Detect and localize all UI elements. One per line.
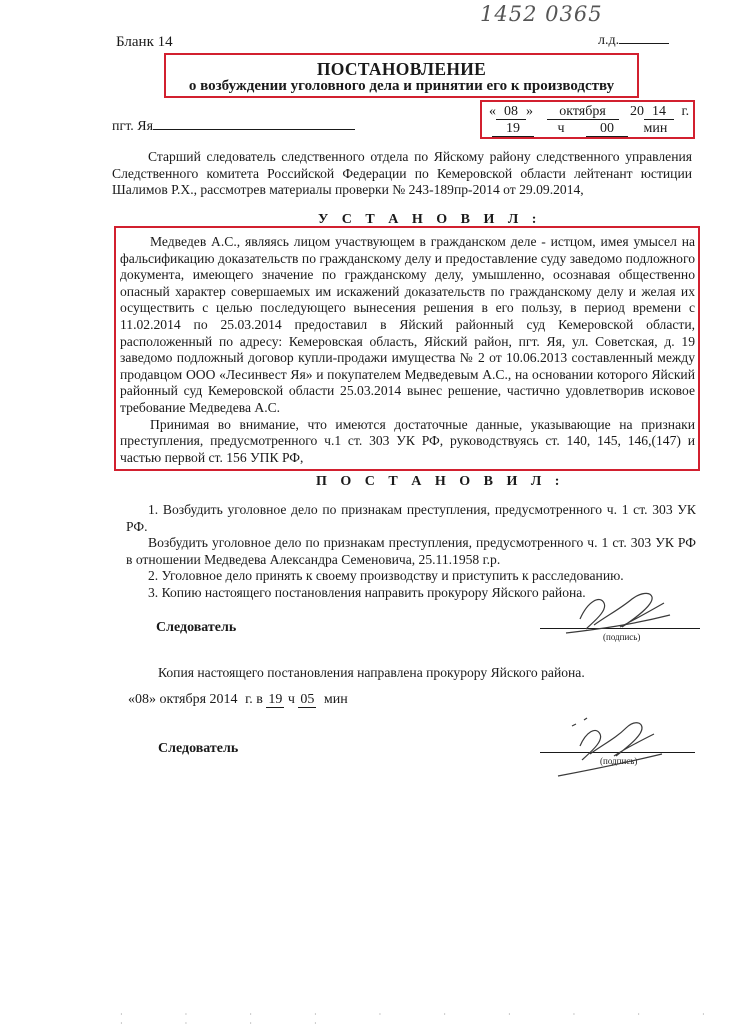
copy-date-year-unit: г. в [245, 692, 263, 707]
resolved-heading: П О С Т А Н О В И Л : [316, 474, 565, 489]
handwritten-signature-2 [550, 712, 670, 782]
established-heading: У С Т А Н О В И Л : [318, 212, 542, 227]
place-field [112, 116, 355, 135]
case-sheet-field [598, 29, 669, 49]
time-hour: 19 [492, 122, 534, 137]
document-subtitle: о возбуждении уголовного дела и принятии его к производству [188, 78, 615, 94]
time-minute-unit: мин [643, 121, 668, 136]
date-year-suffix: 14 [644, 105, 674, 120]
signature-caption-2: (подпись) [600, 756, 638, 766]
document-title: ПОСТАНОВЛЕНИЕ [316, 59, 487, 79]
copy-date-day: «08» [128, 692, 156, 707]
resolution-item-1-added: Возбудить уголовное дело по признакам преступления, предусмотренного ч. 1 ст. 303 УК РФ в отношении Медведева Александра Семеновича, 25.11.1958 г.р. [126, 535, 696, 567]
date-day-close: » [526, 104, 533, 119]
intro-paragraph: Старший следователь следственного отдела по Яйскому району следственного управления Следственного комитета Российской Федерации по Кемеровской области лейтенант юстиции Шалимов Р.Х., рассмотрев материалы проверки № 243-189пр-2014 от 29.09.2014, [112, 149, 692, 198]
date-line [489, 104, 689, 120]
established-paragraph-1: Медведев А.С., являясь лицом участвующем в гражданском деле - истцом, имея умысел на фальсификацию доказательств по гражданскому делу и предоставление суду заведомо подложного документа, имеющего значение по гражданскому делу, умышленно, осознавая общественно опасный характер совершаемых им искажений доказательств по гражданскому делу и желая их осуществить с целью последующего вынесения решения в его пользу, в период времени с 11.02.2014 по 25.03.2014 предоставил в Яйский районный суд Кемеровской области, расположенный по адресу: Кемеровская область, Яйский район, пгт. Яя, ул. Советская, д. 19 заведомо подложный договор купли-продажи имущества № 2 от 10.06.2013 составленный между продавцом ООО «Лесинвест Яя» и покупателем Медведевым А.С., на основании которого Яйский районный суд Кемеровской области 25.03.2014 вынес решение, частично удовлетворив исковое требование Медведева А.С. [120, 234, 695, 415]
date-day: 08 [496, 105, 526, 120]
time-line [492, 121, 667, 137]
time-hour-unit: ч [557, 121, 565, 136]
resolution-item-2: 2. Уголовное дело принять к своему производству и приступить к расследованию. [148, 568, 624, 583]
place-name: пгт. Яя [112, 119, 154, 134]
signature-caption-1: (подпись) [603, 632, 641, 642]
time-minute: 00 [586, 122, 628, 137]
place-blank [153, 116, 355, 130]
date-year-prefix: 20 [630, 104, 644, 119]
copy-date-hour-unit: ч [287, 692, 295, 707]
resolution-item-1: 1. Возбудить уголовное дело по признакам преступления, предусмотренного ч. 1 ст. 303 УК РФ. [126, 502, 696, 534]
date-month: октября [547, 105, 619, 120]
resolution-item-3: 3. Копию настоящего постановления направить прокурору Яйского района. [148, 585, 586, 600]
case-sheet-blank [619, 29, 669, 44]
date-day-open: « [489, 104, 496, 119]
date-year-unit: г. [681, 104, 690, 119]
signature-label-1: Следователь [156, 620, 237, 635]
handwritten-case-number: 1452 0365 [480, 2, 603, 26]
case-sheet-label: л.д. [598, 33, 620, 48]
form-number: Бланк 14 [116, 34, 173, 50]
scan-artifacts: · · · · · · · · · · · · · · [120, 1010, 735, 1028]
copy-date-hour: 19 [268, 692, 283, 707]
copy-date-line [128, 692, 348, 708]
established-paragraph-2: Принимая во внимание, что имеются достаточные данные, указывающие на признаки преступления, предусмотренного ч.1 ст. 303 УК РФ, руководствуясь ст. 140, 145, 146,(147) и частью первой ст. 156 УПК РФ, [120, 416, 695, 465]
handwritten-signature-1 [560, 585, 680, 640]
copy-notice: Копия настоящего постановления направлена прокурору Яйского района. [158, 665, 585, 680]
copy-date-month-year: октября 2014 [159, 692, 238, 707]
established-text [120, 234, 695, 466]
signature-label-2: Следователь [158, 741, 239, 756]
copy-date-minute: 05 [300, 692, 315, 707]
copy-date-minute-unit: мин [323, 692, 348, 707]
